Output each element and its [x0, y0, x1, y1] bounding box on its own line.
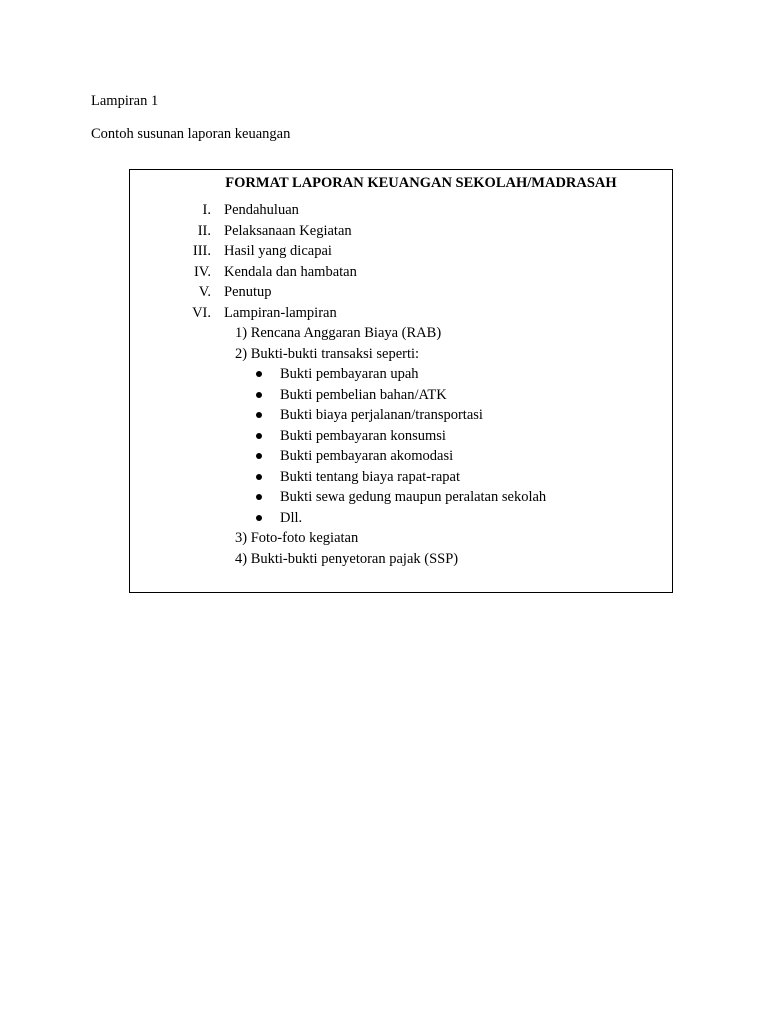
bullet-item	[130, 446, 672, 467]
bullet-label: Bukti biaya perjalanan/transportasi	[280, 407, 483, 423]
bullet-item	[130, 405, 672, 426]
attachment-item-rab: 1) Rencana Anggaran Biaya (RAB)	[235, 325, 442, 341]
bullet-label: Bukti pembayaran konsumsi	[280, 427, 446, 444]
bullet-icon	[256, 453, 262, 459]
lampiran-label: Lampiran 1	[91, 93, 159, 109]
bullet-icon	[256, 515, 262, 521]
bullet-icon	[256, 371, 262, 377]
section-number: III.	[192, 243, 211, 259]
section-item	[130, 262, 672, 283]
bullet-label: Bukti pembayaran akomodasi	[280, 448, 454, 464]
attachment-item-transaksi: 2) Bukti-bukti transaksi seperti:	[235, 345, 420, 362]
section-number: I.	[202, 202, 211, 218]
attachment-item-pajak: 4) Bukti-bukti penyetoran pajak (SSP)	[235, 550, 459, 567]
section-number: IV.	[193, 263, 211, 280]
bullet-label: Bukti tentang biaya rapat-rapat	[280, 468, 460, 485]
bullet-list	[130, 364, 672, 528]
bullet-label: Dll.	[280, 509, 303, 526]
attachment-bullets	[130, 364, 672, 528]
bullet-icon	[256, 392, 262, 398]
intro-text: Contoh susunan laporan keuangan	[91, 126, 291, 142]
section-label: Kendala dan hambatan	[224, 263, 357, 280]
bullet-item	[130, 467, 672, 488]
bullet-item	[130, 385, 672, 406]
section-number: V.	[198, 284, 211, 300]
section-label: Penutup	[224, 284, 272, 300]
bullet-icon	[256, 494, 262, 500]
section-number: II.	[197, 222, 211, 239]
bullet-label: Bukti pembayaran upah	[280, 366, 419, 382]
bullet-icon	[256, 412, 262, 418]
bullet-label: Bukti sewa gedung maupun peralatan sekolah	[280, 489, 547, 505]
bullet-item	[130, 426, 672, 447]
attachment-list	[130, 323, 672, 569]
section-label: Pelaksanaan Kegiatan	[224, 222, 352, 239]
bullet-item	[130, 364, 672, 385]
attachment-item-foto: 3) Foto-foto kegiatan	[235, 530, 359, 546]
section-item	[130, 200, 672, 221]
section-label: Lampiran-lampiran	[224, 304, 337, 321]
bullet-label: Bukti pembelian bahan/ATK	[280, 386, 447, 403]
bullet-item	[130, 487, 672, 508]
box-title: FORMAT LAPORAN KEUANGAN SEKOLAH/MADRASAH	[225, 175, 617, 191]
format-box	[129, 169, 673, 593]
section-label: Pendahuluan	[224, 202, 299, 218]
bullet-icon	[256, 474, 262, 480]
bullet-item	[130, 508, 672, 529]
section-item	[130, 241, 672, 262]
section-item	[130, 303, 672, 324]
section-list	[130, 200, 672, 323]
section-item	[130, 221, 672, 242]
section-number: VI.	[192, 304, 211, 321]
section-item	[130, 282, 672, 303]
section-label: Hasil yang dicapai	[224, 243, 332, 259]
bullet-icon	[256, 433, 262, 439]
